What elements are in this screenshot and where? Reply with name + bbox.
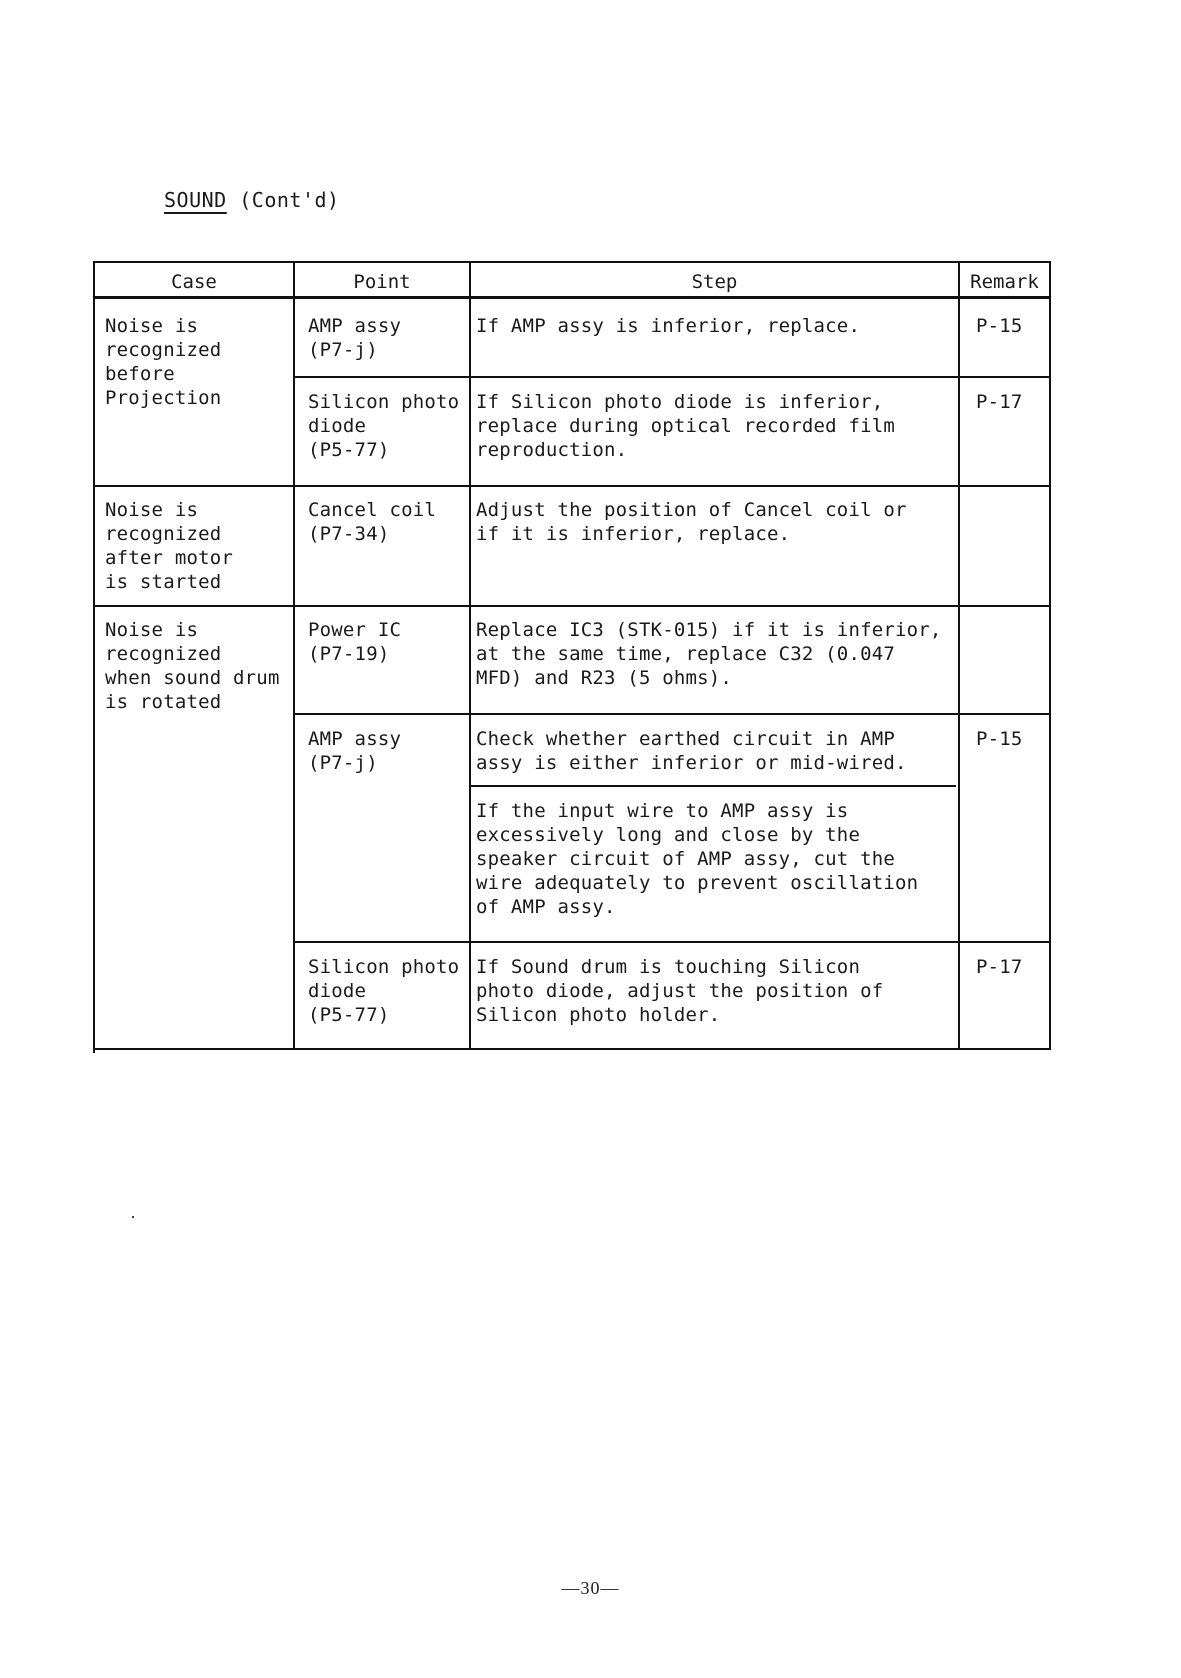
- step-cell: If Sound drum is touching Silicon photo diode, adjust the position of Silicon photo holder.: [476, 956, 884, 1026]
- point-cell: AMP assy (P7-j): [308, 315, 402, 361]
- scan-speck: [132, 1216, 134, 1218]
- section-title-suffix: (Cont'd): [239, 188, 340, 212]
- step-sub-rule: [470, 785, 956, 787]
- column-rule: [469, 261, 471, 1050]
- page-number: —30—: [561, 1578, 620, 1598]
- column-header-point: Point: [353, 271, 411, 293]
- step-cell: Replace IC3 (STK-015) if it is inferior, at the same time, replace C32 (0.047 MFD) and R23 (5 ohms).: [476, 619, 942, 689]
- column-rule: [958, 261, 960, 1050]
- point-cell: AMP assy (P7-j): [308, 728, 402, 774]
- section-title: SOUND: [164, 188, 227, 212]
- step-cell: If the input wire to AMP assy is excessively long and close by the speaker circuit of AMP assy, cut the wire adequately to prevent oscillation of AMP assy.: [476, 800, 919, 918]
- table-border-right: [1049, 261, 1051, 1050]
- column-rule: [293, 261, 295, 1050]
- point-cell: Silicon photo diode (P5-77): [308, 391, 460, 461]
- table-border-left: [93, 261, 95, 1053]
- column-header-case: Case: [171, 271, 217, 293]
- case-cell: Noise is recognized after motor is started: [105, 499, 234, 593]
- case-cell: Noise is recognized when sound drum is rotated: [105, 619, 280, 713]
- header-rule: [93, 296, 1051, 299]
- remark-cell: P-15: [976, 315, 1023, 337]
- table-border-top: [93, 261, 1051, 263]
- remark-cell: P-15: [976, 728, 1023, 750]
- column-header-remark: Remark: [970, 271, 1039, 293]
- row-rule: [293, 376, 1051, 378]
- group-rule: [93, 485, 1051, 487]
- row-rule: [293, 713, 1051, 715]
- point-cell: Silicon photo diode (P5-77): [308, 956, 460, 1026]
- point-cell: Power IC (P7-19): [308, 619, 402, 665]
- step-cell: Adjust the position of Cancel coil or if it is inferior, replace.: [476, 499, 907, 545]
- case-cell: Noise is recognized before Projection: [105, 315, 222, 409]
- point-cell: Cancel coil (P7-34): [308, 499, 437, 545]
- step-cell: If AMP assy is inferior, replace.: [476, 315, 861, 337]
- group-rule: [93, 605, 1051, 607]
- row-rule: [293, 941, 1051, 943]
- table-border-bottom: [93, 1048, 1051, 1050]
- step-cell: If Silicon photo diode is inferior, replace during optical recorded film reproduction.: [476, 391, 896, 461]
- remark-cell: P-17: [976, 956, 1023, 978]
- remark-cell: P-17: [976, 391, 1023, 413]
- column-header-step: Step: [691, 271, 738, 293]
- step-cell: Check whether earthed circuit in AMP assy is either inferior or mid-wired.: [476, 728, 907, 774]
